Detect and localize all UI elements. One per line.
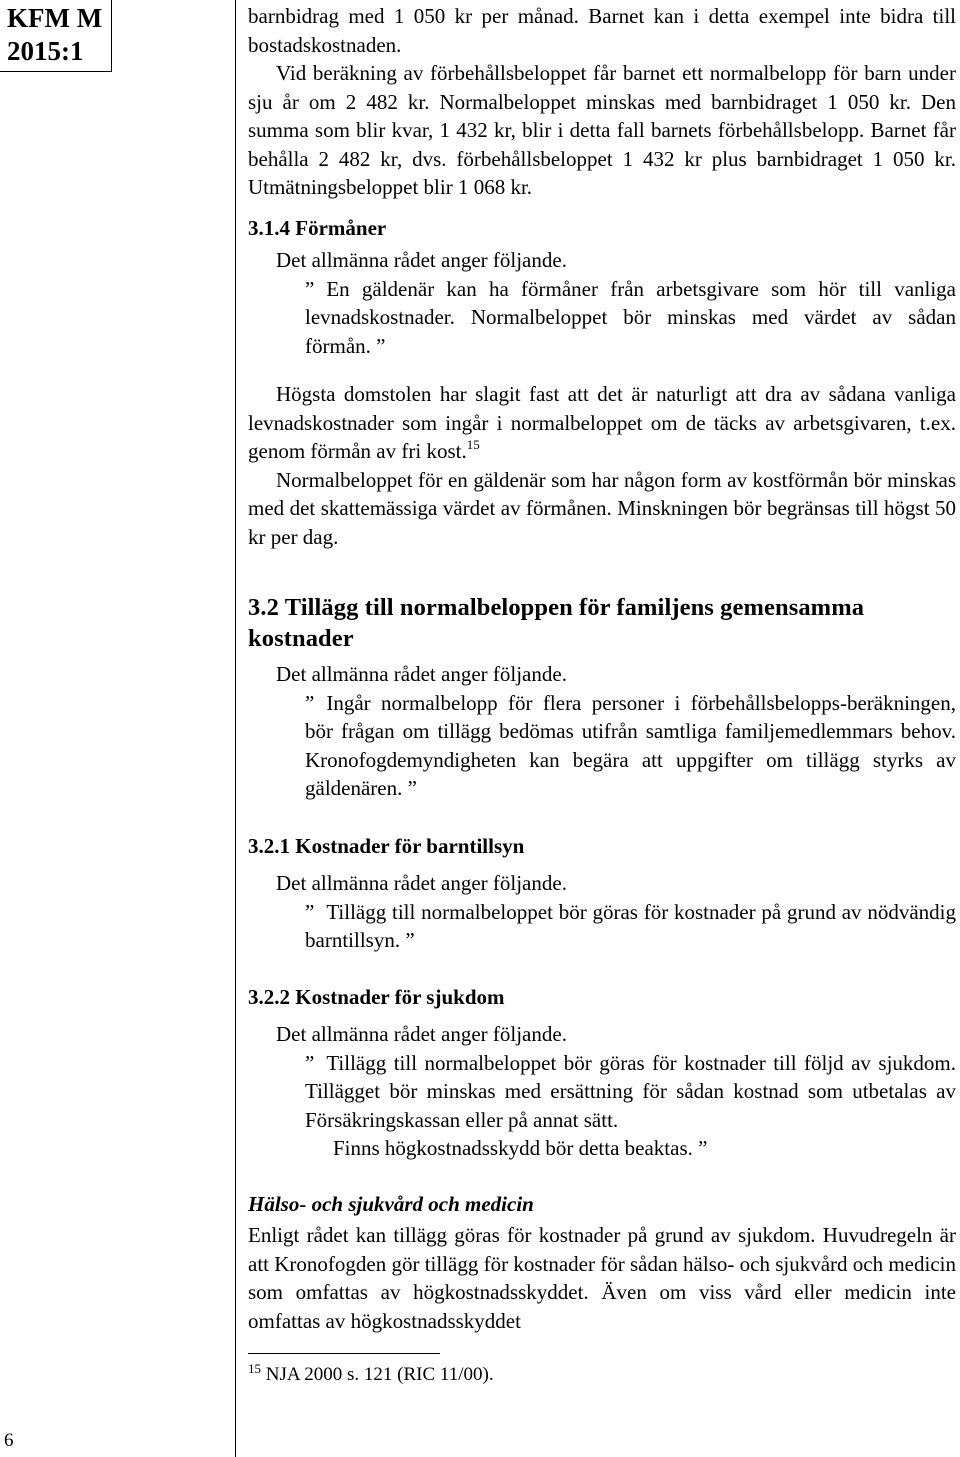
footnote-text: NJA 2000 s. 121 (RIC 11/00). [265, 1364, 494, 1385]
general-advice-lead: Det allmänna rådet anger följande. [276, 248, 567, 272]
quote-text: En gäldenär kan ha förmåner från arbetsgivare som hör till vanliga levnadskostnader. Normalbeloppet bör minskas med värdet av sådan förmån. [305, 276, 956, 358]
quote-text: Finns högkostnadsskydd bör detta beaktas. [333, 1136, 693, 1160]
general-advice-lead: Det allmänna rådet anger följande. [276, 871, 567, 895]
footnote [248, 1363, 956, 1387]
document-number-label: 2015:1 [7, 36, 84, 66]
quote-text: Ingår normalbelopp för flera personer i förbehållsbelopps-beräkningen, bör frågan om tillägg bedömas utifrån samtliga familjemedlemmars behov. Kronofogdemyndigheten kan begära att uppgifter om tillägg styrks av gäldenären. [305, 690, 956, 800]
document-id-badge [0, 0, 112, 72]
footnote-number: 15 [248, 1361, 261, 1376]
open-quote-mark [305, 691, 326, 715]
general-advice-quote [305, 275, 956, 361]
commentary-paragraph [248, 380, 956, 466]
subsection-health-care [248, 1190, 956, 1335]
general-advice-quote [305, 1049, 956, 1135]
close-quote-mark [400, 928, 415, 952]
general-advice-quote [305, 689, 956, 803]
section-heading: 3.1.4 Förmåner [248, 216, 387, 240]
commentary-paragraph-2: Normalbeloppet för en gäldenär som har någon form av kostförmån bör minskas med det skattemässiga värdet av förmånen. Minskningen bör begränsas till högst 50 kr per dag. [248, 467, 956, 549]
footnote-block [248, 1363, 956, 1387]
intro-paragraph: barnbidrag med 1 050 kr per månad. Barnet kan i detta exempel inte bidra till bostadskostnaden. [248, 4, 956, 57]
open-quote-mark [305, 1051, 326, 1075]
open-quote-mark [305, 900, 326, 924]
section-3-2-1 [248, 832, 956, 955]
open-quote-mark [305, 277, 326, 301]
section-3-1-4 [248, 214, 956, 551]
intro-block [248, 2, 956, 202]
quote-text: Tillägg till normalbeloppet bör göras för kostnader till följd av sjukdom. Tillägget bör minskas med ersättning för sådan kostnad som utbetalas av Försäkringskassan eller på annat sätt. [305, 1050, 956, 1132]
page-number: 6 [4, 1430, 14, 1451]
close-quote-mark [693, 1136, 708, 1160]
page-margin-sidebar [0, 0, 236, 1457]
close-quote-mark [402, 776, 417, 800]
quote-text: Tillägg till normalbeloppet bör göras för kostnader på grund av nödvändig barntillsyn. [305, 899, 956, 952]
footnote-separator [248, 1353, 440, 1354]
general-advice-lead: Det allmänna rådet anger följande. [276, 662, 567, 686]
close-quote-mark [371, 334, 386, 358]
section-heading: 3.2 Tillägg till normalbeloppen för familjens gemensamma kostnader [248, 594, 865, 652]
intro-example-paragraph: Vid beräkning av förbehållsbeloppet får barnet ett normalbelopp för barn under sju år om 2 482 kr. Normalbeloppet minskas med barnbidraget 1 050 kr. Den summa som blir kvar, 1 432 kr, blir i detta fall barnets förbehållsbelopp. Barnet får behålla 2 482 kr, dvs. förbehållsbeloppet 1 432 kr plus barnbidraget 1 050 kr. Utmätningsbeloppet blir 1 068 kr. [248, 61, 956, 199]
subsection-paragraph: Enligt rådet kan tillägg göras för kostnader på grund av sjukdom. Huvudregeln är att Kronofogden gör tillägg för kostnader för sådan hälso- och sjukvård och medicin som omfattas av högkostnadsskyddet. Även om viss vård eller medicin inte omfattas av högkostnadsskyddet [248, 1223, 956, 1333]
section-3-2 [248, 592, 956, 803]
document-series-label: KFM M [7, 3, 103, 33]
section-heading: 3.2.2 Kostnader för sjukdom [248, 985, 505, 1009]
commentary-text: Högsta domstolen har slagit fast att det är naturligt att dra av sådana vanliga levnadskostnader som ingår i normalbeloppet om de täcks av arbetsgivaren, t.ex. genom förmån av fri kost. [248, 382, 956, 463]
general-advice-quote-2 [305, 1134, 956, 1163]
general-advice-quote [305, 898, 956, 955]
footnote-reference: 15 [466, 437, 480, 452]
section-3-2-2 [248, 983, 956, 1163]
subsection-heading: Hälso- och sjukvård och medicin [248, 1192, 534, 1216]
general-advice-lead: Det allmänna rådet anger följande. [276, 1022, 567, 1046]
section-heading: 3.2.1 Kostnader för barntillsyn [248, 834, 525, 858]
